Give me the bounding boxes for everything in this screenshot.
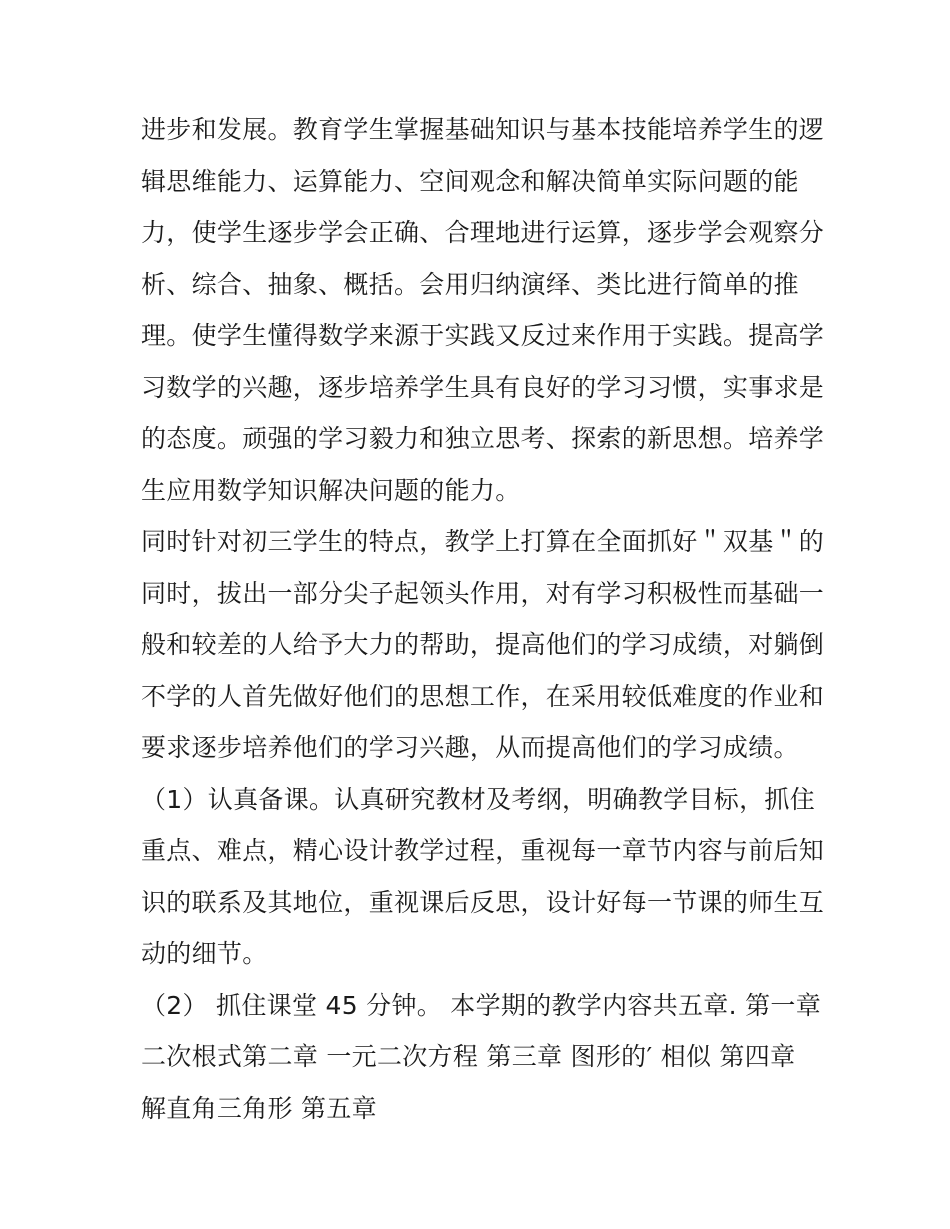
text-line: （1）认真备课。认真研究教材及考纲，明确教学目标，抓住 [141, 784, 816, 814]
document-body [141, 104, 825, 1134]
text-line: 解直角三角形 第五章 [141, 1093, 377, 1123]
text-line: 不学的人首先做好他们的思想工作，在采用较低难度的作业和 [141, 681, 825, 711]
text-line: 同时针对初三学生的特点，教学上打算在全面抓好＂双基＂的 [141, 527, 825, 556]
text-line: 识的联系及其地位，重视课后反思，设计好每一节课的师生互 [141, 887, 825, 917]
text-line: 的态度。顽强的学习毅力和独立思考、探索的新思想。培养学 [141, 424, 825, 453]
text-line: 动的细节。 [141, 939, 268, 968]
text-line: 辑思维能力、运算能力、空间观念和解决简单实际问题的能 [141, 166, 799, 196]
text-line: 析、综合、抽象、概括。会用归纳演绎、类比进行简单的推 [141, 269, 799, 299]
text-line: 要求逐步培养他们的学习兴趣，从而提高他们的学习成绩。 [141, 733, 799, 762]
text-line: （2） 抓住课堂 45 分钟。 本学期的教学内容共五章. 第一章 [141, 990, 821, 1020]
text-line: 进步和发展。教育学生掌握基础知识与基本技能培养学生的逻 [141, 115, 825, 144]
text-line: 习数学的兴趣，逐步培养学生具有良好的学习习惯，实事求是 [141, 372, 825, 402]
text-line: 重点、难点，精心设计教学过程，重视每一章节内容与前后知 [141, 836, 825, 865]
text-line: 同时，拔出一部分尖子起领头作用，对有学习积极性而基础一 [141, 578, 825, 608]
text-line: 力，使学生逐步学会正确、合理地进行运算，逐步学会观察分 [141, 218, 825, 247]
text-line: 二次根式第二章 一元二次方程 第三章 图形的′ 相似 第四章 [141, 1042, 796, 1071]
text-line: 般和较差的人给予大力的帮助，提高他们的学习成绩，对躺倒 [141, 630, 825, 659]
text-line: 生应用数学知识解决问题的能力。 [141, 475, 521, 505]
text-line: 理。使学生懂得数学来源于实践又反过来作用于实践。提高学 [141, 321, 825, 350]
